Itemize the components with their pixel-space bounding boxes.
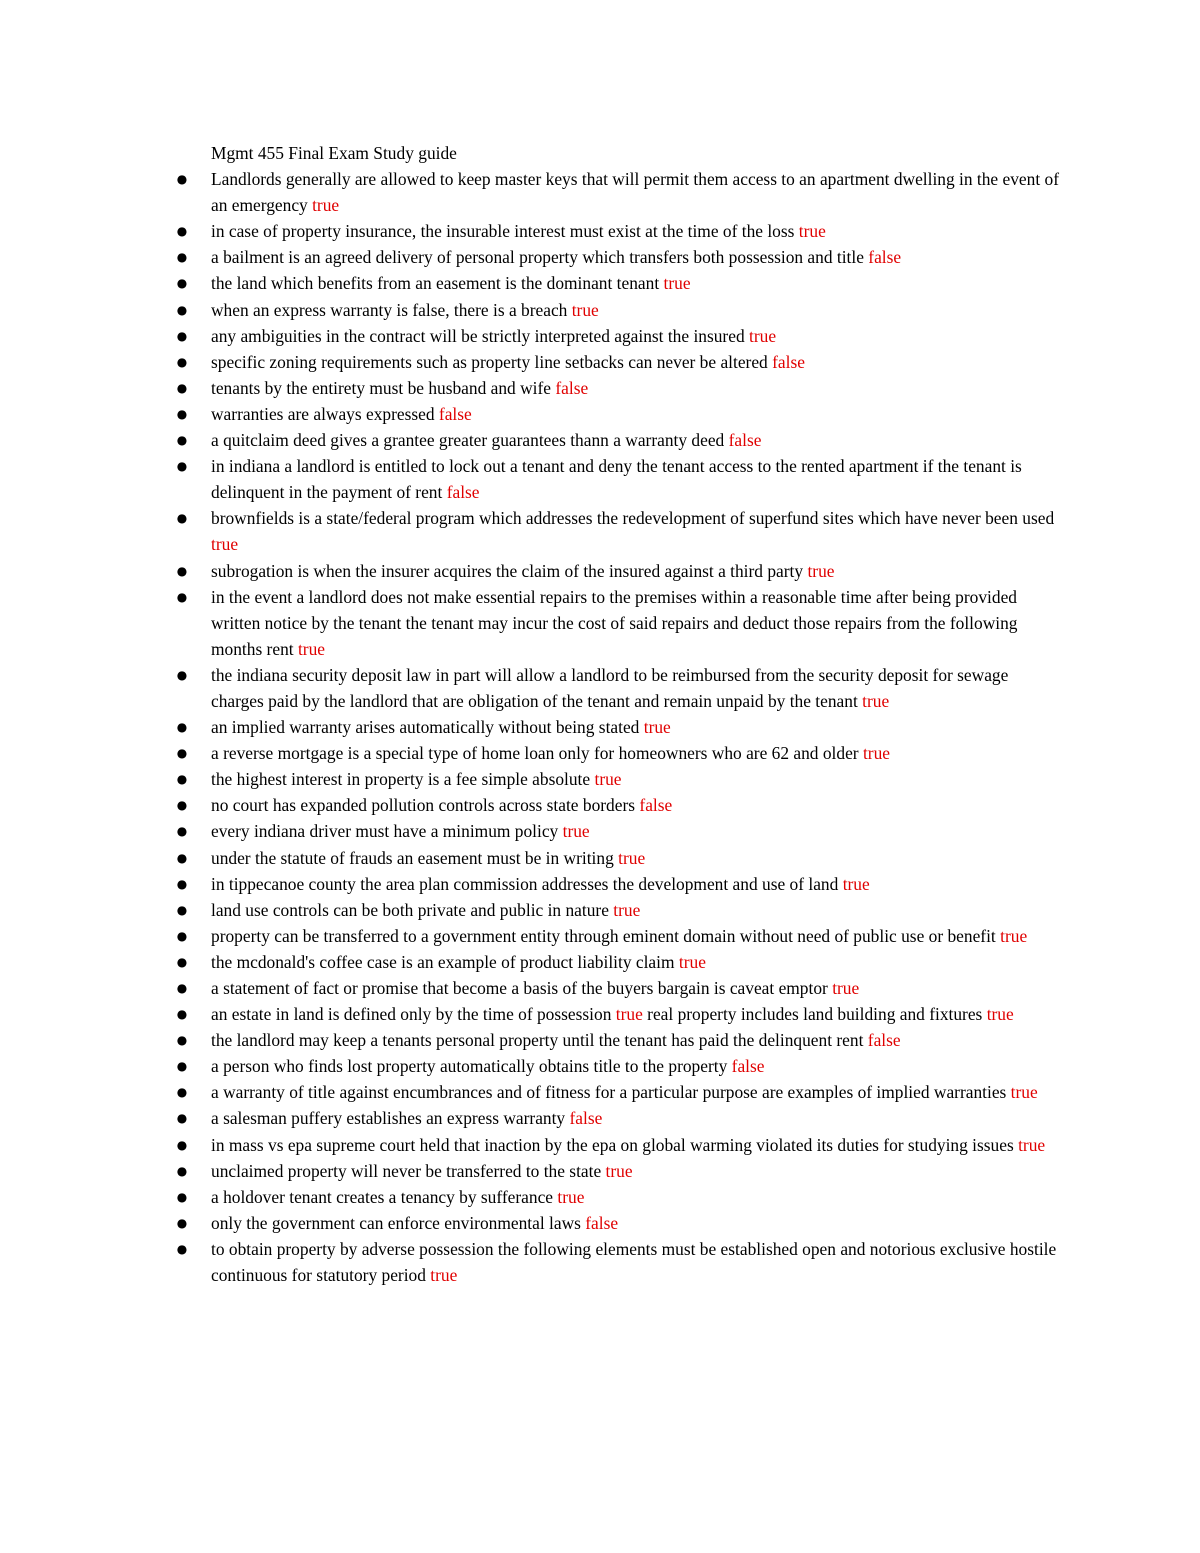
list-item xyxy=(176,505,1061,557)
statement-text: under the statute of frauds an easement must be in writing xyxy=(211,847,614,868)
list-item xyxy=(176,349,1061,375)
statement-text: only the government can enforce environmental laws xyxy=(211,1212,581,1233)
statement-text: unclaimed property will never be transferred to the state xyxy=(211,1160,602,1181)
bullet-icon: ● xyxy=(176,798,188,813)
answer-label: true xyxy=(842,873,870,894)
answer-label: true xyxy=(832,978,860,998)
statement-text: Landlords generally are allowed to keep master keys that will permit them access to an apartment dwelling in the event of an emergency xyxy=(211,169,1059,216)
statement-text: in indiana a landlord is entitled to lock out a tenant and deny the tenant access to the rented apartment if the tenant is delinquent in the payment of rent xyxy=(211,456,1022,503)
statement-text: in the event a landlord does not make essential repairs to the premises within a reasonable time after being provided written notice by the tenant the tenant may incur the cost of said repairs and deduct those repairs from the following months rent xyxy=(211,586,1018,659)
list-item xyxy=(176,714,1061,740)
bullet-icon: ● xyxy=(176,1189,188,1204)
statement-text: the highest interest in property is a fee simple absolute xyxy=(211,769,591,790)
list-item xyxy=(176,1001,1061,1027)
answer-label: true xyxy=(1000,925,1028,946)
list-item xyxy=(176,897,1061,923)
answer-label: false xyxy=(555,377,589,398)
bullet-icon: ● xyxy=(176,563,188,578)
answer-label: true xyxy=(643,717,671,738)
bullet-icon: ● xyxy=(176,250,188,265)
answer-label: false xyxy=(569,1108,603,1129)
bullet-icon: ● xyxy=(176,328,188,343)
answer-label: true xyxy=(986,1004,1014,1025)
answer-label: true xyxy=(1018,1134,1046,1155)
bullet-icon: ● xyxy=(176,1007,188,1022)
statement-text: an implied warranty arises automatically without being stated xyxy=(211,717,640,738)
statement-text: no court has expanded pollution controls across state borders xyxy=(211,795,636,816)
list-item xyxy=(176,218,1061,244)
bullet-icon: ● xyxy=(176,902,188,917)
list-item xyxy=(176,1158,1061,1184)
statement-text: a holdover tenant creates a tenancy by sufferance xyxy=(211,1186,554,1207)
bullet-icon: ● xyxy=(176,1059,188,1074)
statement-text: every indiana driver must have a minimum policy xyxy=(211,821,559,842)
answer-label: true xyxy=(663,273,691,294)
answer-label: true xyxy=(862,743,890,764)
list-item xyxy=(176,558,1061,584)
list-item xyxy=(176,1105,1061,1131)
list-item xyxy=(176,923,1061,949)
answer-label: true xyxy=(807,560,835,581)
answer-label: false xyxy=(731,1056,765,1077)
bullet-icon: ● xyxy=(176,302,188,317)
list-item xyxy=(176,584,1061,662)
list-item xyxy=(176,792,1061,818)
answer-label: true xyxy=(749,325,777,346)
answer-label: false xyxy=(639,795,673,816)
bullet-icon: ● xyxy=(176,511,188,526)
bullet-icon: ● xyxy=(176,1241,188,1256)
list-item xyxy=(176,323,1061,349)
page-title: Mgmt 455 Final Exam Study guide xyxy=(211,143,457,163)
study-guide-list xyxy=(176,166,1061,1288)
answer-label: true xyxy=(571,299,599,320)
statement-text: any ambiguities in the contract will be strictly interpreted against the insured xyxy=(211,325,745,346)
list-item xyxy=(176,949,1061,975)
answer-label: true xyxy=(862,690,890,711)
answer-label: true xyxy=(618,847,646,868)
answer-label: true xyxy=(798,221,826,242)
bullet-icon: ● xyxy=(176,876,188,891)
statement-text: land use controls can be both private and public in nature xyxy=(211,899,609,920)
list-item xyxy=(176,427,1061,453)
bullet-icon: ● xyxy=(176,981,188,995)
list-item xyxy=(176,1079,1061,1105)
list-item xyxy=(176,166,1061,218)
statement-text: property can be transferred to a government entity through eminent domain without need of public use or benefit xyxy=(211,925,996,946)
statement-text: brownfields is a state/federal program which addresses the redevelopment of superfund sites which have never been used xyxy=(211,508,1055,529)
answer-label: false xyxy=(772,351,805,372)
statement-text: the indiana security deposit law in part will allow a landlord to be reimbursed from the security deposit for sewage charges paid by the landlord that are obligation of the tenant and remain unpaid by the tenant xyxy=(211,664,1009,711)
bullet-icon: ● xyxy=(176,276,188,291)
list-item xyxy=(176,845,1061,871)
answer-label: false xyxy=(446,482,480,503)
list-item xyxy=(176,1210,1061,1236)
statement-text: a warranty of title against encumbrances and of fitness for a particular purpose are examples of implied warranties xyxy=(211,1082,1007,1103)
list-item xyxy=(176,871,1061,897)
bullet-icon: ● xyxy=(176,433,188,448)
answer-label: true xyxy=(562,821,590,842)
list-item xyxy=(176,818,1061,844)
bullet-icon: ● xyxy=(176,1033,188,1048)
answer-label: false xyxy=(867,1030,901,1051)
statement-text: subrogation is when the insurer acquires the claim of the insured against a third party xyxy=(211,560,804,581)
list-item xyxy=(176,1236,1061,1288)
list-item xyxy=(176,975,1061,1001)
bullet-icon: ● xyxy=(176,406,188,421)
bullet-icon: ● xyxy=(176,1111,188,1126)
bullet-icon: ● xyxy=(176,1163,188,1178)
statement-text: the land which benefits from an easement is the dominant tenant xyxy=(211,273,660,294)
answer-label: false xyxy=(585,1212,619,1233)
list-item xyxy=(176,1053,1061,1079)
list-item xyxy=(176,1027,1061,1053)
bullet-icon: ● xyxy=(176,772,188,787)
answer-label: true xyxy=(297,638,326,659)
bullet-icon: ● xyxy=(176,824,188,839)
statement-text: in tippecanoe county the area plan commission addresses the development and use of land xyxy=(211,873,839,894)
answer-label: true xyxy=(678,951,706,972)
list-item xyxy=(176,453,1061,505)
bullet-icon: ● xyxy=(176,1215,188,1230)
answer-label: true xyxy=(557,1186,585,1207)
statement-text: specific zoning requirements such as property line setbacks can never be altered xyxy=(211,351,768,372)
list-item xyxy=(176,401,1061,427)
statement-text: to obtain property by adverse possession the following elements must be established open and notorious exclusive hostile continuous for statutory period xyxy=(211,1238,1057,1286)
bullet-icon: ● xyxy=(176,354,188,369)
list-item xyxy=(176,1184,1061,1210)
bullet-icon: ● xyxy=(176,850,188,865)
bullet-icon: ● xyxy=(176,720,188,735)
statement-text: tenants by the entirety must be husband and wife xyxy=(211,377,552,398)
list-item xyxy=(176,766,1061,792)
bullet-icon: ● xyxy=(176,667,188,682)
bullet-icon: ● xyxy=(176,589,188,604)
list-item xyxy=(176,375,1061,401)
answer-label: true xyxy=(430,1265,458,1286)
answer-label: true xyxy=(613,899,641,920)
answer-label: true xyxy=(594,769,622,790)
bullet-icon: ● xyxy=(176,928,188,943)
bullet-icon: ● xyxy=(176,172,188,187)
answer-label: true xyxy=(615,1004,643,1025)
bullet-icon: ● xyxy=(176,954,188,969)
statement-text: a statement of fact or promise that become a basis of the buyers bargain is caveat emptor xyxy=(211,978,828,998)
bullet-icon: ● xyxy=(176,1137,188,1152)
statement-text: the mcdonald's coffee case is an example of product liability claim xyxy=(211,951,675,972)
list-item xyxy=(176,244,1061,270)
statement-text: in case of property insurance, the insurable interest must exist at the time of the loss xyxy=(211,221,795,242)
statement-text: a salesman puffery establishes an express warranty xyxy=(211,1108,566,1129)
bullet-icon: ● xyxy=(176,1085,188,1100)
list-item xyxy=(176,740,1061,766)
statement-text: a quitclaim deed gives a grantee greater guarantees thann a warranty deed xyxy=(211,430,725,451)
statement-text: the landlord may keep a tenants personal property until the tenant has paid the delinquent rent xyxy=(211,1030,864,1051)
bullet-icon: ● xyxy=(176,224,188,239)
statement-text: warranties are always expressed xyxy=(211,403,435,424)
statement-text: an estate in land is defined only by the time of possession xyxy=(211,1004,612,1025)
bullet-icon: ● xyxy=(176,380,188,395)
answer-label: false xyxy=(868,247,902,268)
statement-text: a bailment is an agreed delivery of personal property which transfers both possession and title xyxy=(211,247,864,268)
answer-label: true xyxy=(211,534,239,555)
statement-text: real property includes land building and fixtures xyxy=(642,1004,983,1025)
answer-label: false xyxy=(438,403,472,424)
statement-text: when an express warranty is false, there is a breach xyxy=(211,299,568,320)
answer-label: true xyxy=(312,195,340,216)
statement-text: a person who finds lost property automatically obtains title to the property xyxy=(211,1056,728,1077)
bullet-icon: ● xyxy=(176,746,188,761)
statement-text: a reverse mortgage is a special type of home loan only for homeowners who are 62 and older xyxy=(211,743,859,764)
statement-text: in mass vs epa supreme court held that inaction by the epa on global warming violated its duties for studying issues xyxy=(211,1134,1014,1155)
list-item xyxy=(176,662,1061,714)
list-item xyxy=(176,1132,1061,1158)
answer-label: true xyxy=(605,1160,633,1181)
document-body xyxy=(176,140,1061,1288)
bullet-icon: ● xyxy=(176,459,188,474)
answer-label: false xyxy=(728,430,762,451)
answer-label: true xyxy=(1010,1082,1038,1103)
list-item xyxy=(176,270,1061,296)
list-item xyxy=(176,297,1061,323)
